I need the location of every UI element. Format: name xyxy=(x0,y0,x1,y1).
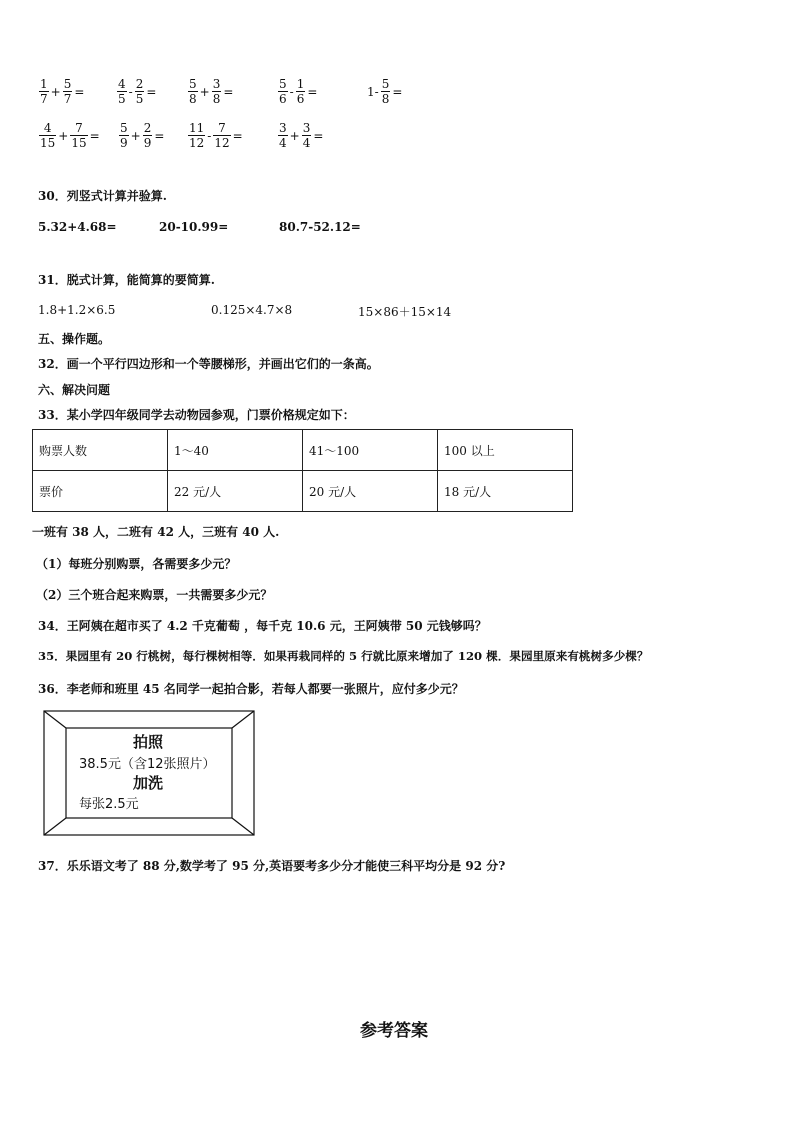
equals-sign: = xyxy=(154,128,165,143)
numerator: 7 xyxy=(75,121,83,135)
equals-sign: = xyxy=(89,128,100,143)
table-row xyxy=(33,430,573,471)
operator: - xyxy=(289,84,294,99)
denominator: 4 xyxy=(302,136,311,150)
photo-price-sign xyxy=(43,710,255,836)
fraction xyxy=(302,121,312,150)
table-cell: 购票人数 xyxy=(33,430,168,471)
denominator: 9 xyxy=(120,136,128,150)
denominator: 15 xyxy=(71,136,87,150)
fraction-expression xyxy=(118,121,165,150)
numerator: 4 xyxy=(43,121,52,135)
denominator: 9 xyxy=(143,136,152,150)
fraction-expression xyxy=(277,121,324,150)
fraction-expression xyxy=(116,77,157,106)
sign-title-reprint: 加洗 xyxy=(133,774,164,792)
equals-sign: = xyxy=(223,84,234,99)
denominator: 15 xyxy=(40,136,56,150)
table-cell: 100 以上 xyxy=(438,430,573,471)
operator: + xyxy=(58,128,69,143)
fraction-expression xyxy=(187,77,234,106)
fraction xyxy=(70,121,87,150)
section-5-heading: 五、操作题。 xyxy=(38,332,111,346)
fraction xyxy=(381,77,391,106)
q31-item-3: 15×86＋15×14 xyxy=(358,305,452,319)
numerator: 2 xyxy=(135,77,144,91)
equals-sign: = xyxy=(307,84,318,99)
fraction xyxy=(296,77,306,106)
fraction xyxy=(39,121,56,150)
q33-sub-2: （2）三个班合起来购票，一共需要多少元？ xyxy=(36,588,273,602)
fraction xyxy=(135,77,145,106)
numerator: 5 xyxy=(120,121,128,135)
fraction-expression xyxy=(38,77,85,106)
numerator: 7 xyxy=(218,121,226,135)
table-cell: 22 元/人 xyxy=(168,471,303,512)
question-35: 35．果园里有 20 行桃树，每行棵树相等．如果再栽同样的 5 行就比原来增加了 120 棵．果园里原来有桃树多少棵？ xyxy=(38,649,649,663)
table-row xyxy=(33,471,573,512)
fraction-expression xyxy=(277,77,318,106)
equals-sign: = xyxy=(313,128,324,143)
operator: + xyxy=(50,84,61,99)
q33-sub-1: （1）每班分别购票，各需要多少元？ xyxy=(36,557,237,571)
numerator: 3 xyxy=(279,121,287,135)
question-30-prompt: 30．列竖式计算并验算. xyxy=(38,189,167,203)
question-34: 34．王阿姨在超市买了 4.2 千克葡萄 ，每千克 10.6 元，王阿姨带 50 元钱够吗？ xyxy=(38,619,487,633)
denominator: 7 xyxy=(40,92,48,106)
ticket-price-table xyxy=(32,429,573,512)
question-31-prompt: 31．脱式计算，能简算的要简算. xyxy=(38,273,215,287)
denominator: 8 xyxy=(381,92,390,106)
section-6-heading: 六、解决问题 xyxy=(38,383,111,397)
denominator: 12 xyxy=(189,136,205,150)
operator: + xyxy=(289,128,300,143)
fraction xyxy=(63,77,73,106)
denominator: 6 xyxy=(279,92,287,106)
table-cell: 20 元/人 xyxy=(303,471,438,512)
q30-item-3: 80.7-52.12= xyxy=(279,220,361,234)
answer-section-title: 参考答案 xyxy=(360,1021,428,1041)
table-cell: 18 元/人 xyxy=(438,471,573,512)
question-36-prompt: 36．李老师和班里 45 名同学一起拍合影，若每人都要一张照片，应付多少元？ xyxy=(38,682,464,696)
expression-lead: 1- xyxy=(367,84,379,99)
operator: + xyxy=(199,84,210,99)
numerator: 4 xyxy=(118,77,126,91)
equals-sign: = xyxy=(74,84,85,99)
fraction-expression xyxy=(187,121,244,150)
denominator: 8 xyxy=(212,92,221,106)
sign-title-photo: 拍照 xyxy=(133,733,164,751)
fraction-expression xyxy=(366,77,403,106)
equals-sign: = xyxy=(146,84,157,99)
operator: - xyxy=(207,128,212,143)
denominator: 6 xyxy=(296,92,305,106)
operator: - xyxy=(128,84,133,99)
denominator: 7 xyxy=(63,92,72,106)
q33-info: 一班有 38 人，二班有 42 人，三班有 40 人. xyxy=(32,525,280,539)
q31-item-1: 1.8+1.2×6.5 xyxy=(38,303,116,317)
q31-item-2: 0.125×4.7×8 xyxy=(211,303,293,317)
fraction xyxy=(278,77,288,106)
denominator: 4 xyxy=(279,136,287,150)
numerator: 3 xyxy=(302,121,311,135)
numerator: 1 xyxy=(296,77,305,91)
equals-sign: = xyxy=(392,84,403,99)
numerator: 11 xyxy=(189,121,205,135)
table-cell: 票价 xyxy=(33,471,168,512)
denominator: 12 xyxy=(214,136,230,150)
question-37: 37．乐乐语文考了 88 分,数学考了 95 分,英语要考多少分才能使三科平均分是 92 分? xyxy=(38,859,506,873)
numerator: 5 xyxy=(381,77,390,91)
fraction xyxy=(119,121,129,150)
fraction xyxy=(213,121,230,150)
equals-sign: = xyxy=(232,128,243,143)
denominator: 5 xyxy=(135,92,144,106)
table-cell: 1～40 xyxy=(168,430,303,471)
denominator: 5 xyxy=(118,92,126,106)
numerator: 2 xyxy=(143,121,152,135)
fraction xyxy=(39,77,49,106)
fraction xyxy=(117,77,127,106)
question-33-prompt: 33．某小学四年级同学去动物园参观，门票价格规定如下： xyxy=(38,408,355,422)
fraction xyxy=(278,121,288,150)
operator: + xyxy=(130,128,141,143)
sign-price-reprint: 每张2.5元 xyxy=(79,797,139,812)
q30-item-2: 20-10.99= xyxy=(159,220,229,234)
numerator: 3 xyxy=(212,77,221,91)
question-32: 32．画一个平行四边形和一个等腰梯形，并画出它们的一条高。 xyxy=(38,357,379,371)
denominator: 8 xyxy=(189,92,197,106)
fraction xyxy=(143,121,153,150)
fraction xyxy=(188,121,205,150)
fraction-expression xyxy=(38,121,101,150)
sign-price-photo: 38.5元（含12张照片） xyxy=(79,757,216,772)
numerator: 5 xyxy=(63,77,72,91)
fraction xyxy=(212,77,222,106)
table-cell: 41～100 xyxy=(303,430,438,471)
fraction xyxy=(188,77,198,106)
numerator: 1 xyxy=(40,77,48,91)
q30-item-1: 5.32+4.68= xyxy=(38,220,117,234)
numerator: 5 xyxy=(279,77,287,91)
numerator: 5 xyxy=(189,77,197,91)
